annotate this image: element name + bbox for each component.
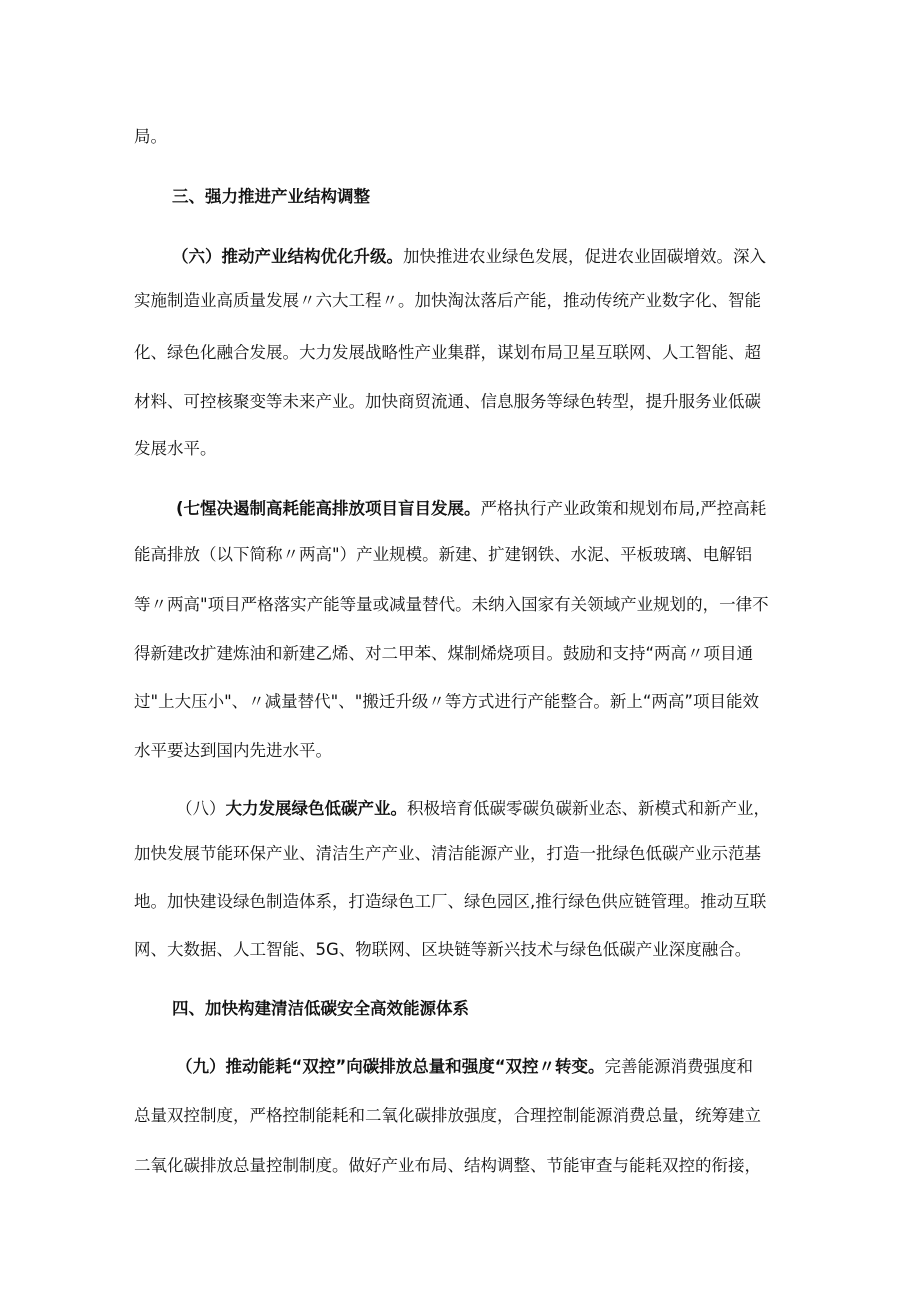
text-run: 积极培育低碳零碳负碳新业态、新模式和新产业， [407, 799, 770, 818]
text-run: 等〃两高"项目严格落实产能等量或减量替代。未纳入国家有关领域产业规划的，一律不 [134, 595, 769, 614]
paragraph-9-line-3 [134, 1155, 761, 1177]
text-run: 网、大数据、人工智能、5G、物联网、区块链等新兴技术与绿色低碳产业深度融合。 [134, 940, 752, 959]
paragraph-8-line-3 [134, 891, 766, 913]
paragraph-label: 大力发展绿色低碳产业。 [225, 799, 407, 818]
paragraph-8-line-4 [134, 939, 751, 961]
paragraph-label: （九）推动能耗“双控”向碳排放总量和强度“双控〃转变。 [176, 1057, 605, 1076]
paragraph-7-line-6 [134, 740, 332, 762]
paragraph-6-line-2 [134, 290, 761, 312]
paragraph-label: (七惺决遏制高耗能高排放项目盲目发展。 [176, 499, 481, 518]
text-run: 二氧化碳排放总量控制制度。做好产业布局、结构调整、节能审查与能耗双控的衔接， [134, 1156, 761, 1175]
text-run: 过"上大压小"、〃减量替代"、"搬迁升级〃等方式进行产能整合。新上“两高”项目能效 [134, 692, 759, 711]
text-run: 严格执行产业政策和规划布局,严控高耗 [480, 499, 767, 518]
paragraph-8-line-1 [176, 798, 770, 820]
paragraph-7-line-4 [134, 643, 753, 665]
paragraph-9-line-2 [134, 1105, 761, 1127]
paragraph-label: （六）推动产业结构优化升级。 [172, 247, 403, 266]
text-run: 材料、可控核聚变等未来产业。加快商贸流通、信息服务等绿色转型，提升服务业低碳 [134, 392, 761, 411]
text-run: 完善能源消费强度和 [604, 1057, 754, 1076]
paragraph-6-line-4 [134, 391, 761, 413]
section-heading-3 [172, 186, 370, 208]
paragraph-7-line-1 [176, 498, 766, 520]
paragraph-9-line-1 [176, 1056, 753, 1078]
text-run: 地。加快建设绿色制造体系，打造绿色工厂、绿色园区,推行绿色供应链管理。推动互联 [134, 892, 767, 911]
paragraph-7-line-5 [134, 691, 759, 713]
text-run: 加快推进农业绿色发展，促进农业固碳增效。深入 [403, 247, 766, 266]
paragraph-8-line-2 [134, 843, 761, 865]
text-run: 总量双控制度，严格控制能耗和二氧化碳排放强度，合理控制能源消费总量，统筹建立 [134, 1106, 761, 1125]
paragraph-line [134, 126, 167, 148]
paragraph-7-line-3 [134, 594, 769, 616]
text-run: 实施制造业高质量发展〃六大工程〃。加快淘汰落后产能，推动传统产业数字化、智能 [134, 291, 761, 310]
text-run: 发展水平。 [134, 439, 217, 458]
heading-text: 三、强力推进产业结构调整 [172, 187, 370, 206]
paragraph-6-line-5 [134, 438, 217, 460]
text-run: 加快发展节能环保产业、清洁生产产业、清洁能源产业，打造一批绿色低碳产业示范基 [134, 844, 761, 863]
text-run: 能高排放（以下简称〃两高"）产业规模。新建、扩建钢铁、水泥、平板玻璃、电解铝 [134, 545, 753, 564]
text-run: 水平要达到国内先进水平。 [134, 741, 332, 760]
paragraph-7-line-2 [134, 544, 752, 566]
paragraph-6-line-3 [134, 342, 761, 364]
paragraph-6-line-1 [172, 246, 766, 268]
heading-text: 四、加快构建清洁低碳安全高效能源体系 [172, 999, 469, 1018]
section-heading-4 [172, 998, 469, 1020]
text-run: 化、绿色化融合发展。大力发展战略性产业集群，谋划布局卫星互联网、人工智能、超 [134, 343, 761, 362]
paragraph-label-number: （八） [176, 799, 226, 818]
text-run: 局。 [134, 127, 167, 146]
text-run: 得新建改扩建炼油和新建乙烯、对二甲苯、煤制烯烧项目。鼓励和支持“两高〃项目通 [134, 644, 754, 663]
